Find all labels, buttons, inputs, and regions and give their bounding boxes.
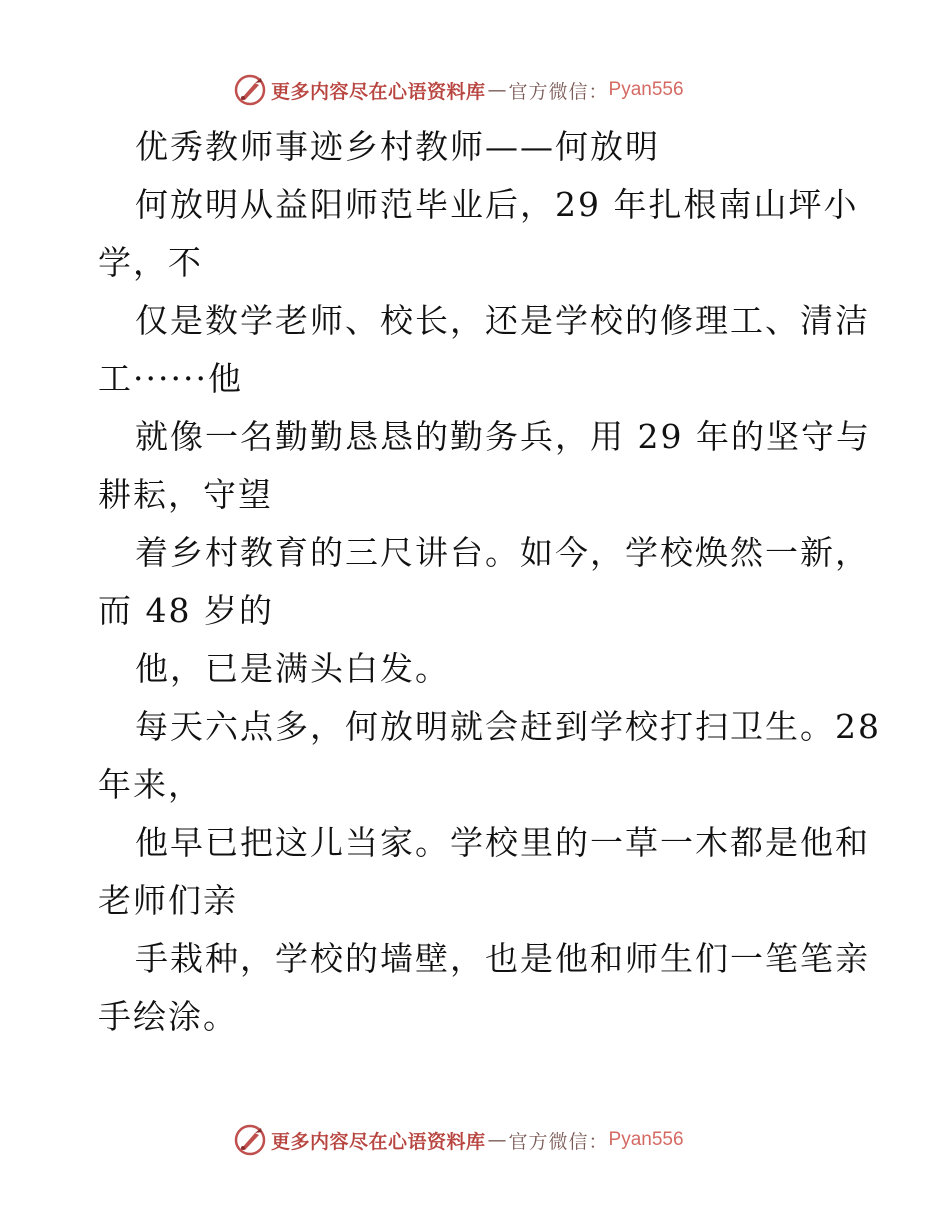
paragraph-line: 何放明从益阳师范毕业后，29 年扎根南山坪小: [135, 185, 859, 224]
watermark-wechat-id: Pyan556: [608, 1129, 684, 1150]
document-body: [98, 118, 881, 1046]
paragraph-line: 手绘涂。: [98, 997, 238, 1036]
watermark-brand-text: 更多内容尽在心语资料库: [271, 1130, 486, 1153]
paragraph-line: 仅是数学老师、校长，还是学校的修理工、清洁: [135, 301, 870, 340]
watermark-dash: —: [487, 79, 507, 101]
quill-pen-logo-icon: [233, 1123, 267, 1157]
paragraph-line: 就像一名勤勤恳恳的勤务兵，用 29 年的坚守与: [135, 417, 871, 456]
paragraph-line: 着乡村教育的三尺讲台。如今，学校焕然一新，: [135, 533, 870, 572]
paragraph-line: 他，已是满头白发。: [135, 649, 450, 688]
watermark-wechat-id: Pyan556: [608, 79, 684, 100]
document-title: 优秀教师事迹乡村教师——何放明: [135, 127, 660, 166]
paragraph-line: 每天六点多，何放明就会赶到学校打扫卫生。28: [135, 707, 881, 746]
watermark-brand-text: 更多内容尽在心语资料库: [271, 80, 486, 103]
paragraph-line: 而 48 岁的: [98, 591, 274, 630]
header-watermark: [0, 70, 950, 110]
watermark-wechat-label: 官方微信：: [508, 80, 609, 103]
paragraph-line: 年来，: [98, 765, 203, 804]
watermark-dash: —: [487, 1129, 507, 1151]
footer-watermark: [0, 1120, 950, 1160]
paragraph-line: 学，不: [98, 243, 203, 282]
paragraph-line: 他早已把这儿当家。学校里的一草一木都是他和: [135, 823, 870, 862]
paragraph-line: 手栽种，学校的墙壁，也是他和师生们一笔笔亲: [135, 939, 870, 978]
watermark-wechat-label: 官方微信：: [508, 1130, 609, 1153]
paragraph-line: 老师们亲: [98, 881, 238, 920]
quill-pen-logo-icon: [233, 73, 267, 107]
paragraph-line: 耕耘，守望: [98, 475, 273, 514]
paragraph-line: 工······他: [98, 359, 243, 398]
